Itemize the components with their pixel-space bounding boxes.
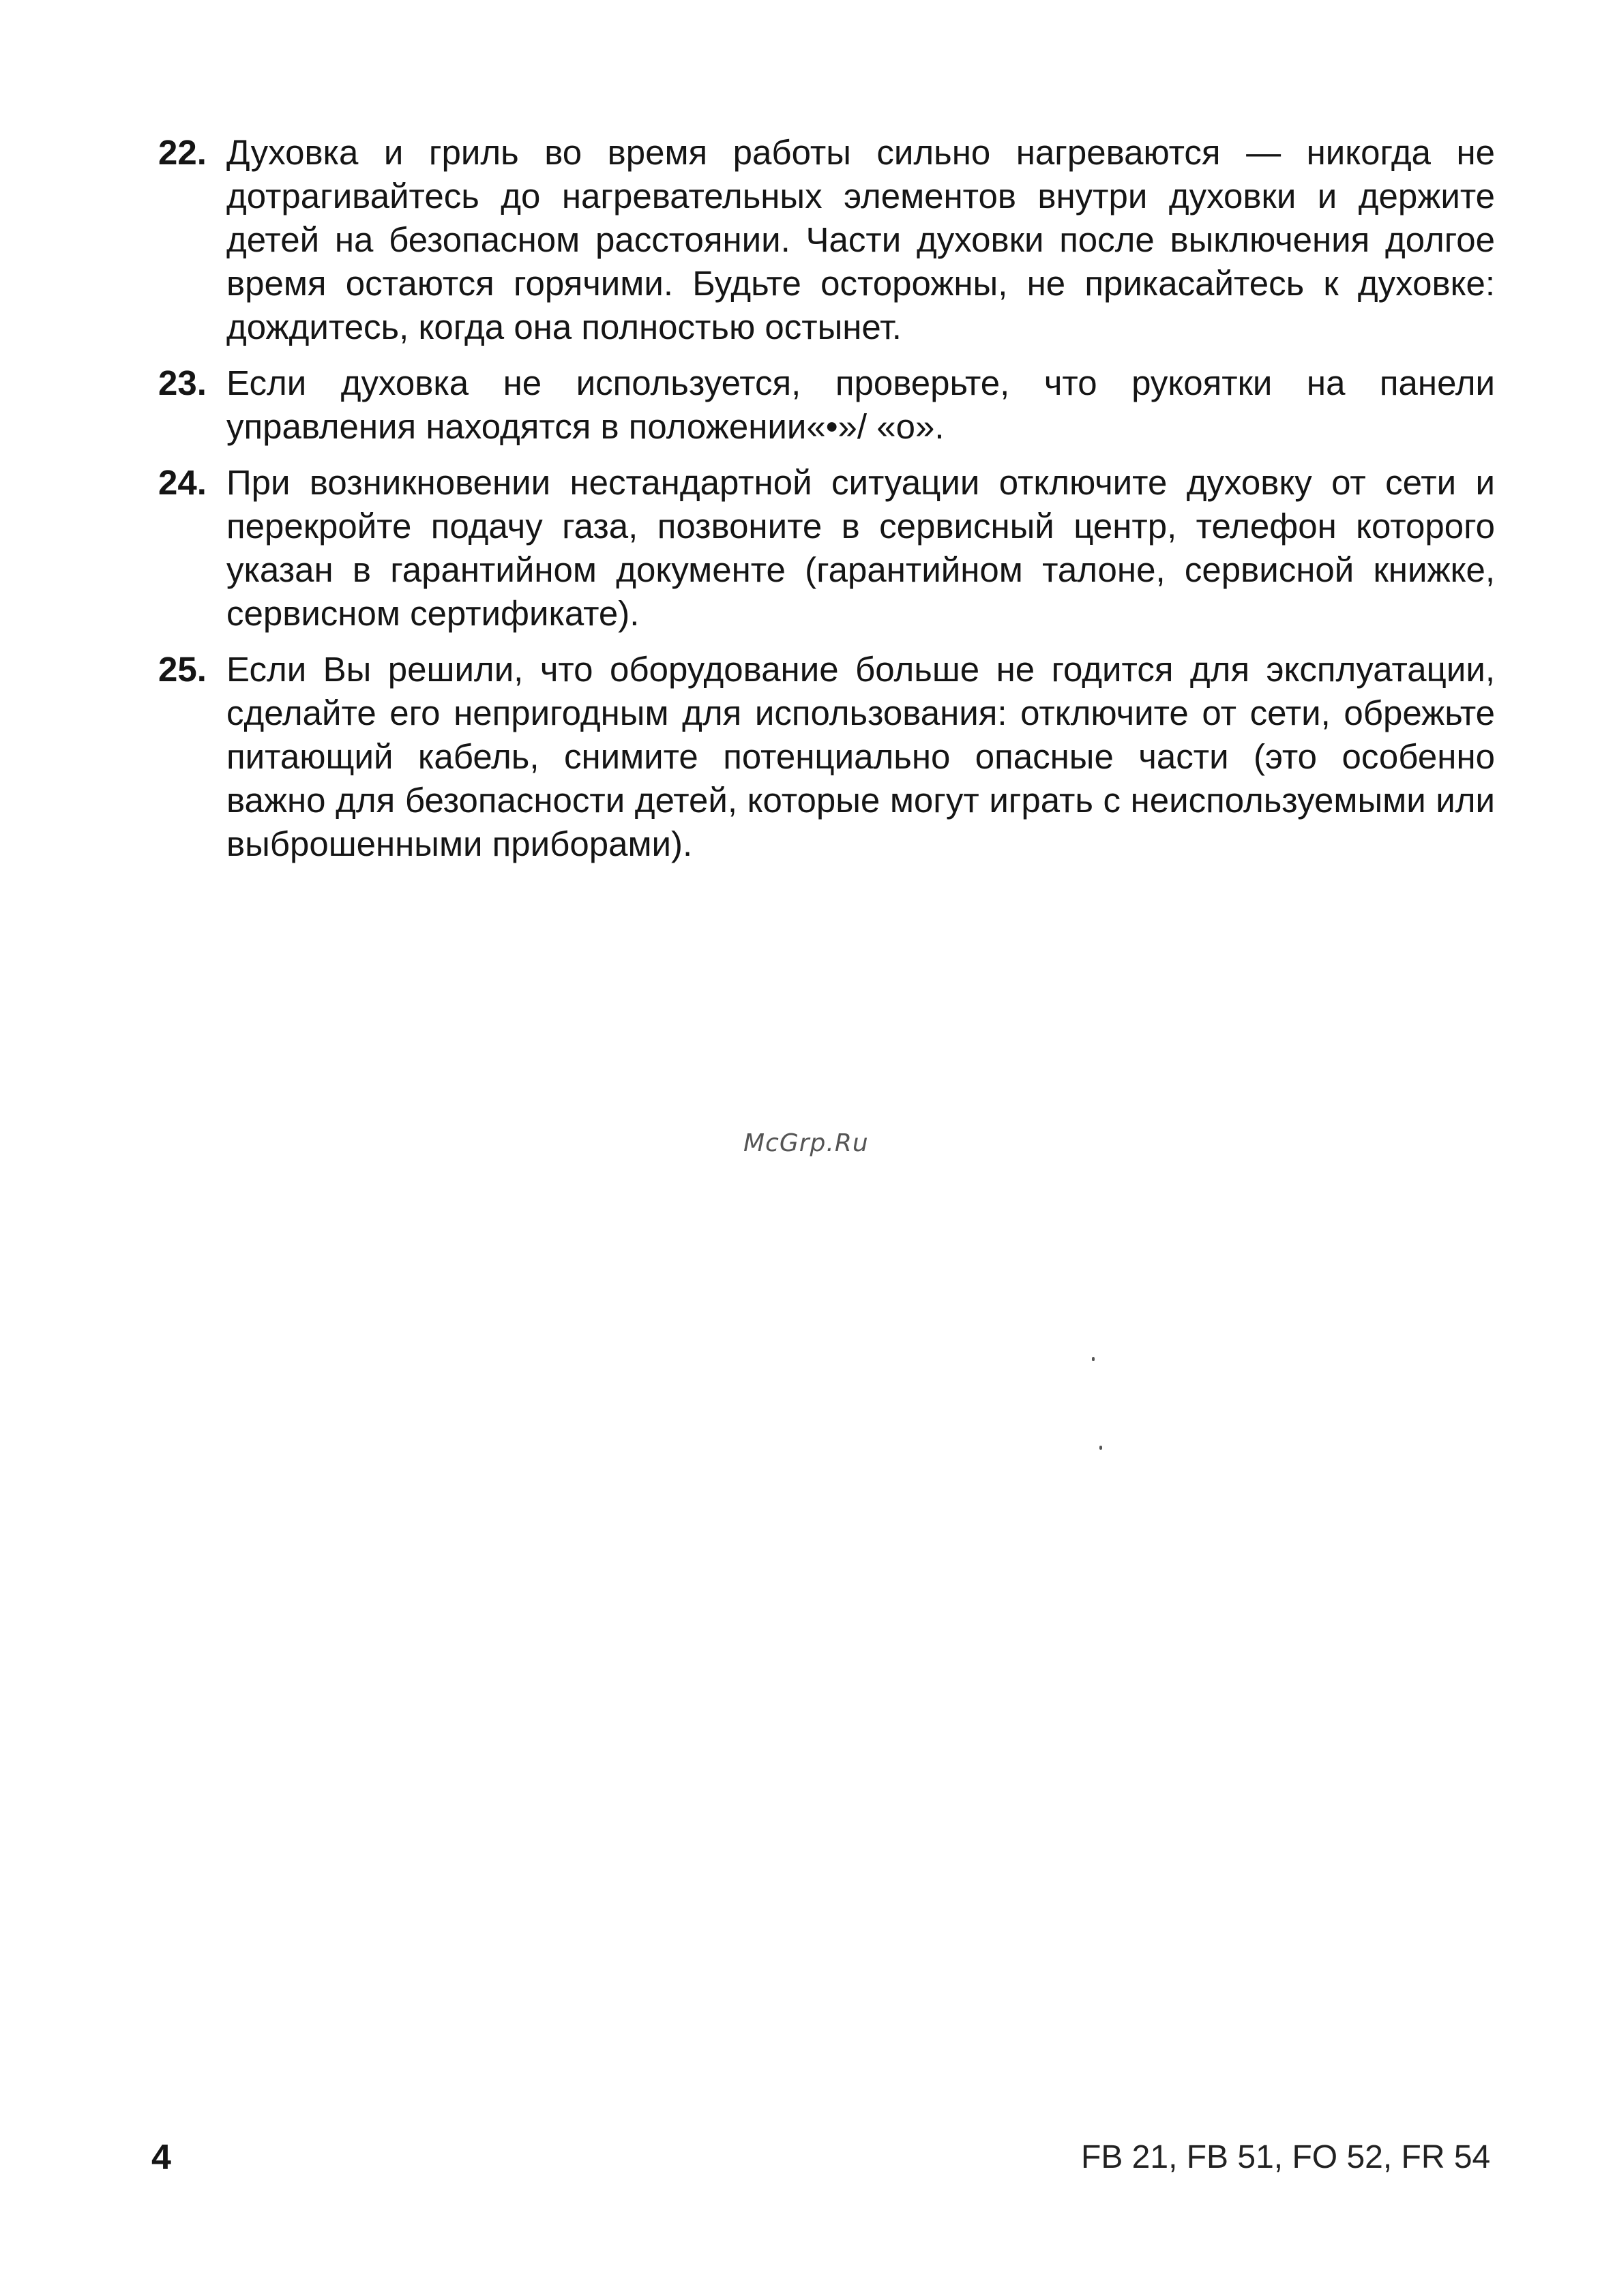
item-number: 25.: [158, 650, 207, 689]
item-number: 22.: [158, 133, 207, 172]
item-text: Духовка и гриль во время работы сильно нагреваются — никогда не дотрагивайтесь до нагревательных элементов внутри духовки и держите детей на безопасном расстоянии. Части духовки после выключения долгое время остаются горячими. Будьте осторожны, не прикасайтесь к духовке: дождитесь, когда она полностью остынет.: [226, 133, 1495, 346]
safety-instructions-list: [158, 131, 1495, 878]
page-number: 4: [151, 2138, 171, 2177]
item-text: Если Вы решили, что оборудование больше не годится для эксплуатации, сделайте его непригодным для использования: отключите от сети, обрежьте питающий кабель, снимите потенциально опасные части (это особенно важно для безопасности детей, которые могут играть с неиспользуемыми или выброшенными приборами).: [226, 650, 1495, 863]
scan-speck: [1099, 1446, 1102, 1450]
scan-speck: [1092, 1357, 1095, 1361]
list-item: [158, 461, 1495, 636]
model-list: FB 21, FB 51, FO 52, FR 54: [1081, 2139, 1491, 2175]
watermark: McGrp.Ru: [743, 1129, 869, 1157]
list-item: [158, 131, 1495, 349]
item-number: 24.: [158, 463, 207, 502]
item-number: 23.: [158, 363, 207, 402]
list-item: [158, 361, 1495, 449]
item-text: Если духовка не используется, проверьте, что рукоятки на панели управления находятся в положении«•»/ «о».: [226, 363, 1495, 446]
item-text: При возникновении нестандартной ситуации отключите духовку от сети и перекройте подачу газа, позвоните в сервисный центр, телефон которого указан в гарантийном документе (гарантийном талоне, сервисной книжке, сервисном сертификате).: [226, 463, 1495, 633]
list-item: [158, 648, 1495, 866]
